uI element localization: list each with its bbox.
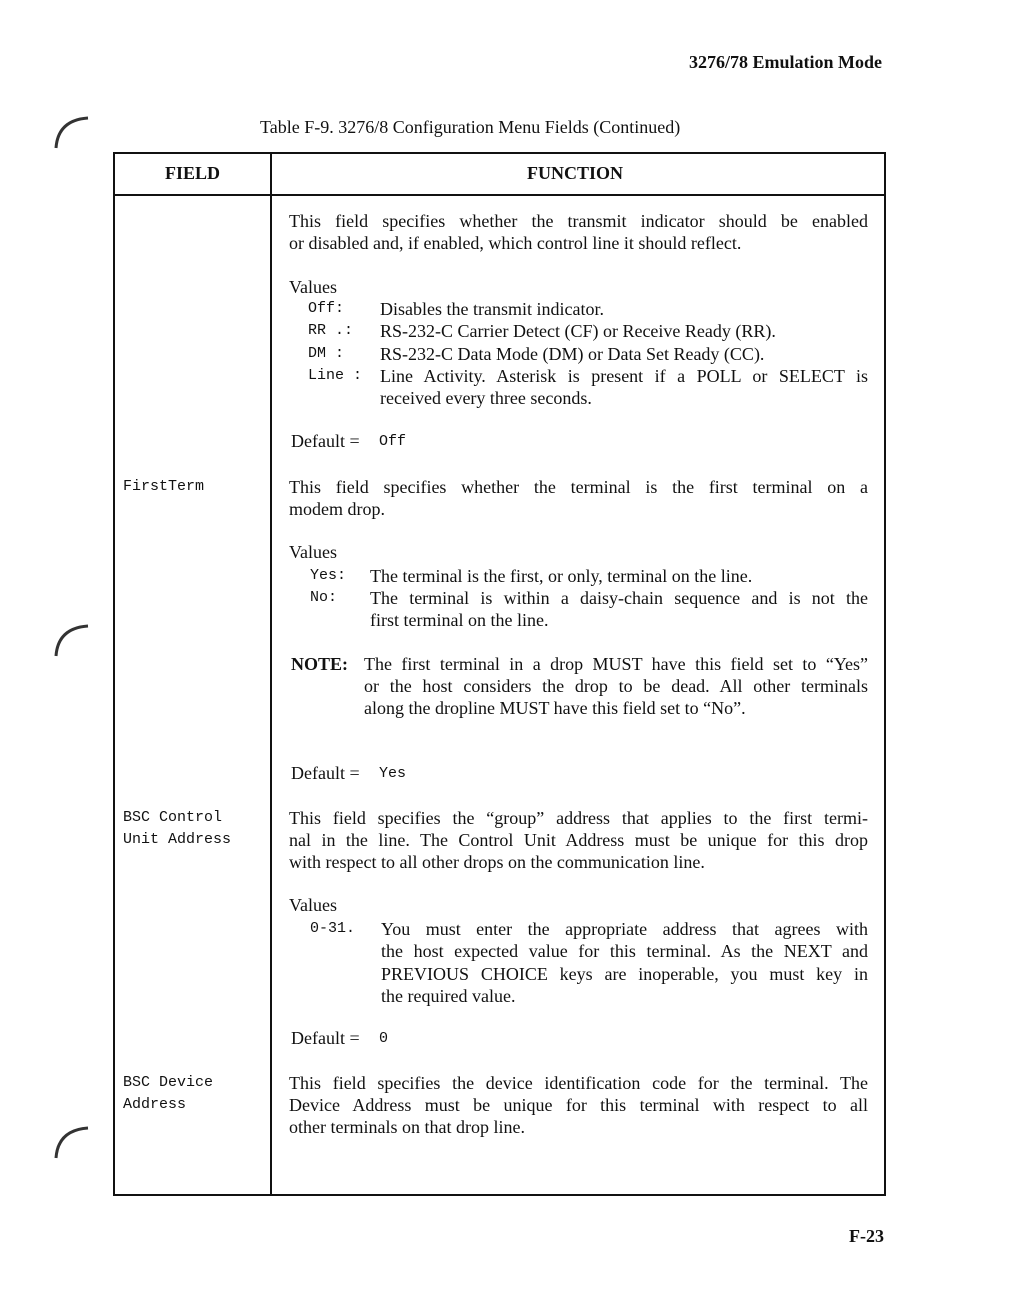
header-divider	[113, 194, 884, 196]
field-name: FirstTerm	[123, 478, 205, 495]
values-label: Values	[289, 542, 337, 562]
field-name: BSC Device	[123, 1074, 214, 1091]
value-code: Yes:	[310, 567, 347, 584]
value-description: Line Activity. Asterisk is present if a POLL or SELECT is	[380, 366, 868, 386]
default-label: Default =	[291, 1028, 360, 1048]
column-divider	[270, 152, 272, 1194]
value-code: RR .:	[308, 322, 354, 339]
value-description: You must enter the appropriate address that agrees with	[381, 919, 868, 939]
field-name: Unit Address	[123, 831, 232, 848]
function-description-line: nal in the line. The Control Unit Address must be unique for this drop	[289, 830, 868, 850]
function-description-line: This field specifies the device identification code for the terminal. The	[289, 1073, 868, 1093]
note-text: or the host considers the drop to be dead. All other terminals	[364, 676, 868, 696]
function-description-line: or disabled and, if enabled, which control line it should reflect.	[289, 233, 742, 253]
value-code: No:	[310, 589, 338, 606]
value-description: Disables the transmit indicator.	[380, 299, 604, 319]
binder-hole-mark-icon	[52, 620, 92, 660]
note-text: along the dropline MUST have this field set to “No”.	[364, 698, 746, 718]
field-name: Address	[123, 1096, 187, 1113]
value-description: PREVIOUS CHOICE keys are inoperable, you must key in	[381, 964, 868, 984]
values-label: Values	[289, 895, 337, 915]
default-label: Default =	[291, 431, 360, 451]
value-description: RS-232-C Carrier Detect (CF) or Receive Ready (RR).	[380, 321, 776, 341]
function-description-line: This field specifies whether the transmit indicator should be enabled	[289, 211, 868, 231]
value-code: Off:	[308, 300, 345, 317]
page-number: F-23	[849, 1226, 884, 1246]
value-description: RS-232-C Data Mode (DM) or Data Set Ready (CC).	[380, 344, 765, 364]
value-description: The terminal is within a daisy-chain sequence and is not the	[370, 588, 868, 608]
column-header-field: FIELD	[165, 163, 221, 183]
default-value: Off	[379, 433, 407, 450]
running-header: 3276/78 Emulation Mode	[688, 52, 882, 72]
default-value: Yes	[379, 765, 407, 782]
function-description-line: Device Address must be unique for this terminal with respect to all	[289, 1095, 868, 1115]
values-label: Values	[289, 277, 337, 297]
default-label: Default =	[291, 763, 360, 783]
value-description: received every three seconds.	[380, 388, 592, 408]
function-description-line: This field specifies the “group” address that applies to the first termi-	[289, 808, 868, 828]
field-name: BSC Control	[123, 809, 223, 826]
function-description-line: with respect to all other drops on the communication line.	[289, 852, 705, 872]
value-code: DM :	[308, 345, 345, 362]
column-header-function: FUNCTION	[527, 163, 624, 183]
value-description: The terminal is the first, or only, terminal on the line.	[370, 566, 753, 586]
value-description: the host expected value for this terminal. As the NEXT and	[381, 941, 868, 961]
note-label: NOTE:	[291, 654, 349, 674]
function-description-line: This field specifies whether the terminal is the first terminal on a	[289, 477, 868, 497]
default-value: 0	[379, 1030, 389, 1047]
value-description: the required value.	[381, 986, 516, 1006]
table-caption: Table F-9. 3276/8 Configuration Menu Fields (Continued)	[260, 117, 681, 137]
binder-hole-mark-icon	[52, 112, 92, 152]
value-code: Line :	[308, 367, 363, 384]
function-description-line: modem drop.	[289, 499, 385, 519]
function-description-line: other terminals on that drop line.	[289, 1117, 525, 1137]
value-description: first terminal on the line.	[370, 610, 549, 630]
binder-hole-mark-icon	[52, 1122, 92, 1162]
value-code: 0-31.	[310, 920, 356, 937]
note-text: The first terminal in a drop MUST have this field set to “Yes”	[364, 654, 868, 674]
